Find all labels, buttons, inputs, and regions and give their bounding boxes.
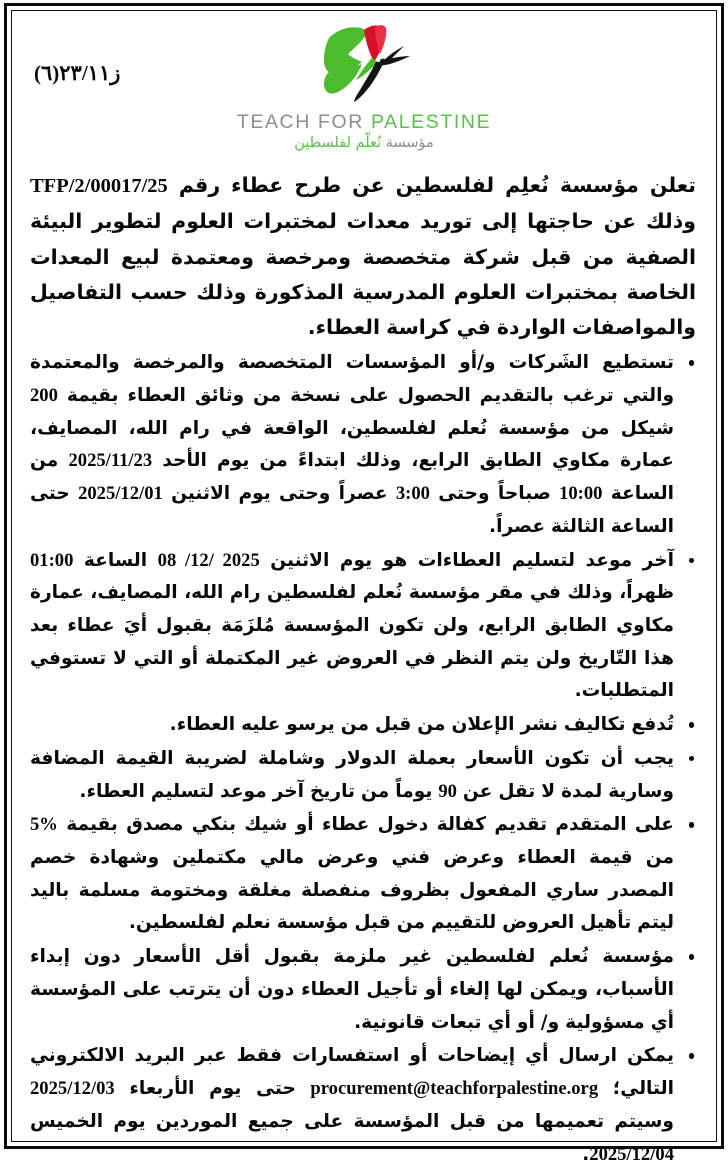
bullet-not-obligated	[26, 941, 702, 1039]
reference-number: ز٢٣/١١(٦)	[34, 61, 121, 85]
numeric-value: 01:00	[30, 549, 74, 571]
numeric-value: 2025/12/03	[30, 1078, 115, 1100]
bullet-text: على المتقدم تقديم كفالة دخول عطاء أو شيك بنكي مصدق بقيمة	[57, 814, 674, 836]
logo-arabic-subtitle	[294, 135, 434, 151]
contact-email[interactable]: procurement@teachforpalestine.org	[310, 1078, 599, 1100]
bullet-text: الساعة	[73, 549, 158, 571]
bullet-bid-bond	[26, 809, 702, 940]
intro-part-1: تعلن مؤسسة نُعلِم لفلسطين عن طرح عطاء رقم	[167, 173, 696, 197]
numeric-value: 2025/12/01	[78, 483, 163, 505]
tender-conditions-list	[26, 347, 702, 1171]
bullet-text: يوماً من تاريخ آخر موعد لتسليم العطاء.	[79, 780, 439, 802]
logo-wordmark-palestine: PALESTINE	[370, 111, 492, 133]
logo-wordmark	[237, 111, 491, 134]
bullet-clarifications-email	[26, 1040, 702, 1171]
bullet-text: آخر موعد لتسليم العطاءات هو يوم الاثنين	[259, 549, 674, 571]
bullet-advertisement-costs	[26, 709, 702, 742]
butterfly-logo-icon	[302, 18, 426, 110]
bullet-text: مؤسسة نُعلم لفلسطين غير ملزمة بقبول أقل الأسعار دون إبداء الأسباب، ويمكن لها إلغاء أو تأجيل العطاء دون أن يترتب على المؤسسة أي مسؤولية و/ أو أي تبعات قانونية.	[30, 946, 674, 1033]
numeric-value: 90	[438, 780, 457, 802]
intro-paragraph	[30, 168, 696, 345]
bullet-text: من الساعة	[30, 450, 674, 505]
bullet-text: شيكل من مؤسسة نُعلم لفلسطين، الواقعة في رام الله، المصايف، عمارة مكاوي الطابق الرابع، وذلك ابتداءً من يوم الأحد	[30, 417, 674, 472]
bullet-text: يمكن ارسال أي إيضاحات أو استفسارات فقط عبر البريد الالكتروني التالي؛	[30, 1045, 674, 1100]
bullet-documents-purchase	[26, 347, 702, 543]
bullet-text: من قيمة العطاء وعرض فني وعرض مالي مكتملين وشهادة خصم المصدر ساري المفعول بظروف منفصلة مغلقة ومختومة مسلمة باليد ليتم تأهيل العروض للتقييم من قبل مؤسسة نعلم لفلسطين.	[30, 847, 674, 934]
bullet-text: حتى الساعة الثالثة عصراً.	[30, 483, 674, 537]
bullet-text: عصراً وحتى يوم الاثنين	[162, 483, 396, 505]
numeric-value: 3:00	[395, 483, 430, 505]
bullet-text: .	[582, 1143, 590, 1165]
numeric-value: 200	[30, 384, 58, 406]
intro-part-2: وذلك عن حاجتها إلى توريد معدات لمختبرات العلوم لتطوير البيئة الصفية من قبل شركة متخصصة ومرخصة ومعتمدة لبيع المعدات الخاصة بمختبرات العلوم المدرسية المذكورة وذلك حسب التفاصيل والمواصفات الواردة في كراسة العطاء.	[30, 209, 696, 339]
bullet-text: تستطيع الشَركات و/أو المؤسسات المتخصصة والمرخصة والمعتمدة والتي ترغب بالتقديم الحصول على نسخة من وثائق العطاء بقيمة	[30, 352, 674, 406]
logo-arabic-nualem: نُعلّم لفلسطين	[294, 135, 382, 151]
numeric-value: 2025/12/04	[589, 1143, 674, 1165]
bullet-pricing-currency-validity	[26, 743, 702, 808]
numeric-value: 08 /12/ 2025	[157, 549, 260, 571]
bullet-text: تُدفع تكاليف نشر الإعلان من قبل من يرسو عليه العطاء.	[169, 714, 674, 736]
bullet-submission-deadline	[26, 545, 702, 709]
bullet-text: صباحاً وحتى	[429, 483, 560, 505]
numeric-value: 2025/11/23	[68, 450, 153, 472]
numeric-value: 5%	[30, 814, 58, 836]
document-header	[26, 14, 702, 164]
organization-logo	[26, 18, 702, 151]
bullet-text: حتى يوم الأربعاء	[114, 1078, 311, 1100]
bullet-text: وسيتم تعميمها من قبل المؤسسة على جميع الموردين يوم الخميس	[30, 1110, 674, 1132]
logo-arabic-muassasa: مؤسسة	[385, 135, 434, 151]
bullet-text: يجب أن تكون الأسعار بعملة الدولار وشاملة لضريبة القيمة المضافة وسارية لمدة لا تقل عن	[30, 747, 674, 802]
page-content	[16, 14, 712, 1165]
logo-wordmark-teachfor: TEACH FOR	[236, 111, 364, 133]
tender-number: TFP/2/00017/25	[30, 175, 168, 197]
bullet-text: ظهراً، وذلك في مقر مؤسسة نُعلم لفلسطين رام الله، المصايف، عمارة مكاوي الطابق الرابع، ولن تكون المؤسسة مُلزَمَة بقبول أيَ عطاء بعد هذا التّاريخ ولن يتم النظر في العروض غير المكتملة أو التي لا تستوفي المتطلبات.	[30, 582, 674, 702]
numeric-value: 10:00	[559, 483, 603, 505]
